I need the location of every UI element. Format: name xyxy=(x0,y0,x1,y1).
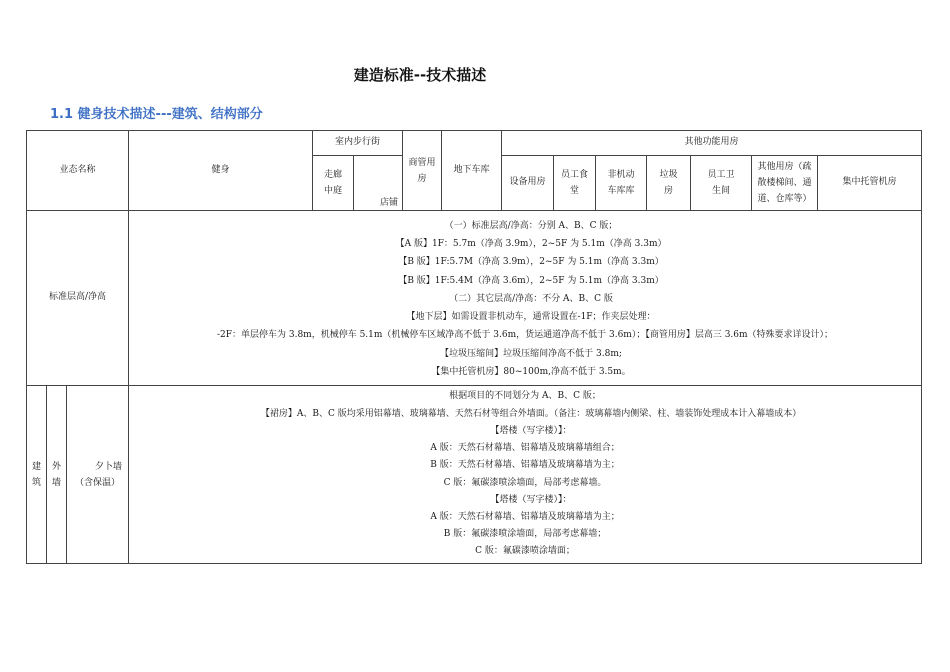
header-staff-toilet-line1: 员工卫 xyxy=(707,170,735,180)
wall-line: 【塔楼（写字楼）】： xyxy=(490,494,572,505)
height-line: 【集中托管机房】80~100m,净高不低于 3.5m。 xyxy=(431,366,631,377)
header-shop: 店铺 xyxy=(354,156,403,211)
header-staff-canteen-line1: 员工食 xyxy=(561,170,589,180)
header-central-hosting: 集中托管机房 xyxy=(818,156,922,211)
wall-line: B 版：天然石材幕墙、铝幕墙及玻璃幕墙为主； xyxy=(430,460,620,471)
label-architecture xyxy=(27,386,47,564)
wall-line: A 版：天然石材幕墙、铝幕墙及玻璃幕墙为主； xyxy=(430,511,620,522)
header-indoor-street: 室内步行街 xyxy=(313,131,403,156)
header-staff-canteen-line2: 堂 xyxy=(570,186,580,196)
header-business-name: 业态名称 xyxy=(27,131,129,211)
label-architecture-1: 建 xyxy=(31,461,41,472)
row-height-label: 标准层高/净高 xyxy=(27,211,129,386)
header-corridor-line1: 走廊 xyxy=(323,170,342,180)
section-title: 1.1 健身技术描述---建筑、结构部分 xyxy=(50,107,263,122)
document-title: 建造标准--技术描述 xyxy=(353,66,487,84)
spec-table xyxy=(26,130,922,564)
header-garbage-line2: 房 xyxy=(664,186,674,196)
height-line: -2F：单层停车为 3.8m，机械停车 5.1m（机械停车区域净高不低于 3.6m，货运通道净高不低于 3.6m）；【商管用房】层高三 3.6m（特殊要求详设计）； xyxy=(217,330,834,341)
header-other-use-line1: 其他用房（疏 xyxy=(757,162,812,172)
wall-line: B 版：氟碳漆喷涂墙面，局部考虑幕墙； xyxy=(443,529,607,540)
header-other-rooms: 其他功能用房 xyxy=(502,131,922,156)
row-exterior-wall xyxy=(27,386,922,564)
header-shop-room-line2: 房 xyxy=(417,173,427,184)
height-line: 【B 版】1F:5.4M（净高 3.6m），2~5F 为 5.1m（净高 3.3m） xyxy=(398,275,664,286)
label-exterior-1: 外 xyxy=(51,461,61,472)
header-corridor-line2: 中庭 xyxy=(323,186,342,196)
label-exterior-wall-line1: 夕卜墙 xyxy=(94,461,122,472)
label-exterior xyxy=(47,386,67,564)
label-exterior-2: 墙 xyxy=(51,477,61,488)
height-line: （一）标准层高/净高：分别 A、B、C 版； xyxy=(444,221,618,232)
height-line: 【垃圾压缩间】垃圾压缩间净高不低于 3.8m; xyxy=(440,348,622,359)
header-nonmotor-garage xyxy=(596,156,647,211)
header-nonmotor-line2: 车库库 xyxy=(607,186,635,196)
row-height xyxy=(27,211,922,386)
label-architecture-2: 筑 xyxy=(31,477,41,488)
wall-line: 【塔楼（写字楼）】： xyxy=(490,425,572,436)
wall-line: 根据项目的不同划分为 A、B、C 版； xyxy=(449,391,601,402)
label-exterior-wall xyxy=(67,386,129,564)
height-line: 【A 版】1F：5.7m（净高 3.9m），2~5F 为 5.1m（净高 3.3m） xyxy=(395,239,667,250)
header-staff-canteen xyxy=(554,156,596,211)
wall-line: C 版：氟碳漆喷涂墙面； xyxy=(475,546,575,557)
header-shop-room xyxy=(403,131,442,211)
header-garbage-line1: 垃圾 xyxy=(659,170,678,180)
row-wall-content xyxy=(129,386,922,564)
header-equipment-room: 设备用房 xyxy=(502,156,554,211)
label-exterior-wall-line2: （含保温） xyxy=(74,477,120,488)
header-staff-toilet xyxy=(691,156,752,211)
height-line: （二）其它层高/净高：不分 A、B、C 版 xyxy=(449,293,613,304)
header-underground-garage: 地下车库 xyxy=(442,131,502,211)
header-other-use-line3: 道、仓库等） xyxy=(757,194,812,204)
header-corridor xyxy=(313,156,354,211)
wall-line: A 版：天然石材幕墙、铝幕墙及玻璃幕墙组合； xyxy=(430,443,620,454)
height-line: 【地下层】如需设置非机动车，通常设置在-1F；作夹层处理： xyxy=(406,312,656,323)
wall-line: 【裙房】A、B、C 版均采用铝幕墙、玻璃幕墙、天然石材等组合外墙面。（备注：玻璃幕墙内侧梁、柱、墙装饰处理成本计入幕墙成本） xyxy=(260,408,802,419)
header-other-use-line2: 散楼梯间、通 xyxy=(757,178,812,188)
header-shop-room-line1: 商管用 xyxy=(408,157,436,168)
header-other-use xyxy=(752,156,818,211)
header-fitness: 健身 xyxy=(129,131,313,211)
row-height-content xyxy=(129,211,922,386)
height-line: 【B 版】1F:5.7M（净高 3.9m），2~5F 为 5.1m（净高 3.3m） xyxy=(398,257,664,268)
header-garbage-room xyxy=(647,156,691,211)
wall-line: C 版：氟碳漆喷涂墙面，局部考虑幕墙。 xyxy=(443,477,607,488)
header-staff-toilet-line2: 生间 xyxy=(712,186,731,196)
header-nonmotor-line1: 非机动 xyxy=(607,170,635,180)
header-row-1 xyxy=(27,131,922,156)
